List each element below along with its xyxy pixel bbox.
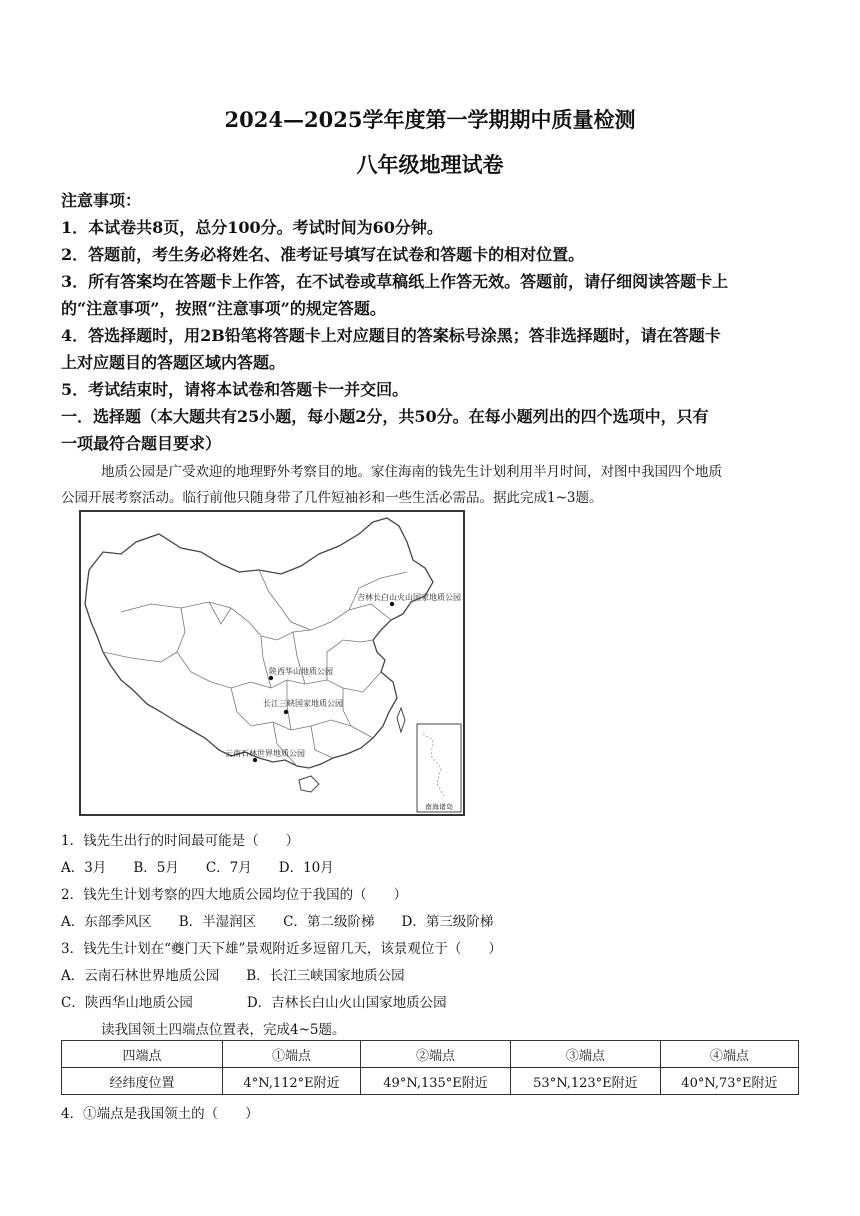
intro-paragraph: 地质公园是广受欢迎的地理野外考察目的地。家住海南的钱先生计划利用半月时间，对图中我国四个地质 [101,464,722,480]
question-3-options-cd: C．陕西华山地质公园 D．吉林长白山火山国家地质公园 [61,995,447,1011]
table-cell: 4°N,112°E附近 [223,1068,361,1095]
table-cell: 49°N,135°E附近 [361,1068,511,1095]
china-map [79,510,465,816]
map-label-inset: 南海诸岛 [425,803,453,811]
section-heading: 一．选择题（本大题共有25小题，每小题2分，共50分。在每小题列出的四个选项中，只有 [61,407,709,426]
exam-subtitle: 八年级地理试卷 [356,152,504,177]
table-header-cell: ③端点 [510,1041,660,1068]
question-3-options-ab: A．云南石林世界地质公园 B．长江三峡国家地质公园 [61,968,405,984]
intro-paragraph-cont: 公园开展考察活动。临行前他只随身带了几件短袖衫和一些生活必需品。据此完成1~3题。 [61,490,603,506]
question-2-options: A．东部季风区 B．半湿润区 C．第二级阶梯 D．第三级阶梯 [61,914,494,930]
map-label-yunnan: 云南石林世界地质公园 [225,749,305,758]
notice-item: 的“注意事项”，按照“注意事项”的规定答题。 [61,299,386,318]
map-label-shaanxi: 陕西华山地质公园 [269,667,333,676]
table-row [62,1068,799,1095]
section-heading-cont: 一项最符合题目要求） [61,434,222,453]
question-3: 3．钱先生计划在“夔门天下雄”景观附近多逗留几天，该景观位于（ ） [61,941,502,957]
extreme-points-table [61,1040,799,1095]
notice-item: 4．答选择题时，用2B铅笔将答题卡上对应题目的答案标号涂黑；答非选择题时，请在答题卡 [61,326,721,345]
notice-item: 2．答题前，考生务必将姓名、准考证号填写在试卷和答题卡的相对位置。 [61,245,585,264]
notice-item: 1．本试卷共8页，总分100分。考试时间为60分钟。 [61,218,443,237]
table-header-cell: ④端点 [660,1041,798,1068]
table-header-cell: ①端点 [223,1041,361,1068]
exam-title: 2024—2025学年度第一学期期中质量检测 [224,107,636,132]
question-1: 1．钱先生出行的时间最可能是（ ） [61,833,300,849]
notice-item: 上对应题目的答题区域内答题。 [61,353,286,372]
question-2: 2．钱先生计划考察的四大地质公园均位于我国的（ ） [61,887,408,903]
table-header-cell: 四端点 [62,1041,223,1068]
table-header-row [62,1041,799,1068]
china-map-outline [81,512,463,814]
notice-item: 5．考试结束时，请将本试卷和答题卡一并交回。 [61,380,409,399]
table-cell: 53°N,123°E附近 [510,1068,660,1095]
map-label-jilin: 吉林长白山火山国家地质公园 [357,593,461,602]
map-label-changjiang: 长江三峡国家地质公园 [263,699,343,708]
table-header-cell: ②端点 [361,1041,511,1068]
notice-item: 3．所有答案均在答题卡上作答，在不试卷或草稿纸上作答无效。答题前，请仔细阅读答题卡上 [61,272,729,291]
question-4: 4．①端点是我国领土的（ ） [61,1106,259,1122]
intro-questions-4-5: 读我国领土四端点位置表，完成4~5题。 [101,1022,346,1038]
table-cell: 经纬度位置 [62,1068,223,1095]
notice-heading: 注意事项： [61,191,142,210]
table-cell: 40°N,73°E附近 [660,1068,798,1095]
question-1-options: A．3月 B．5月 C．7月 D．10月 [61,860,334,876]
